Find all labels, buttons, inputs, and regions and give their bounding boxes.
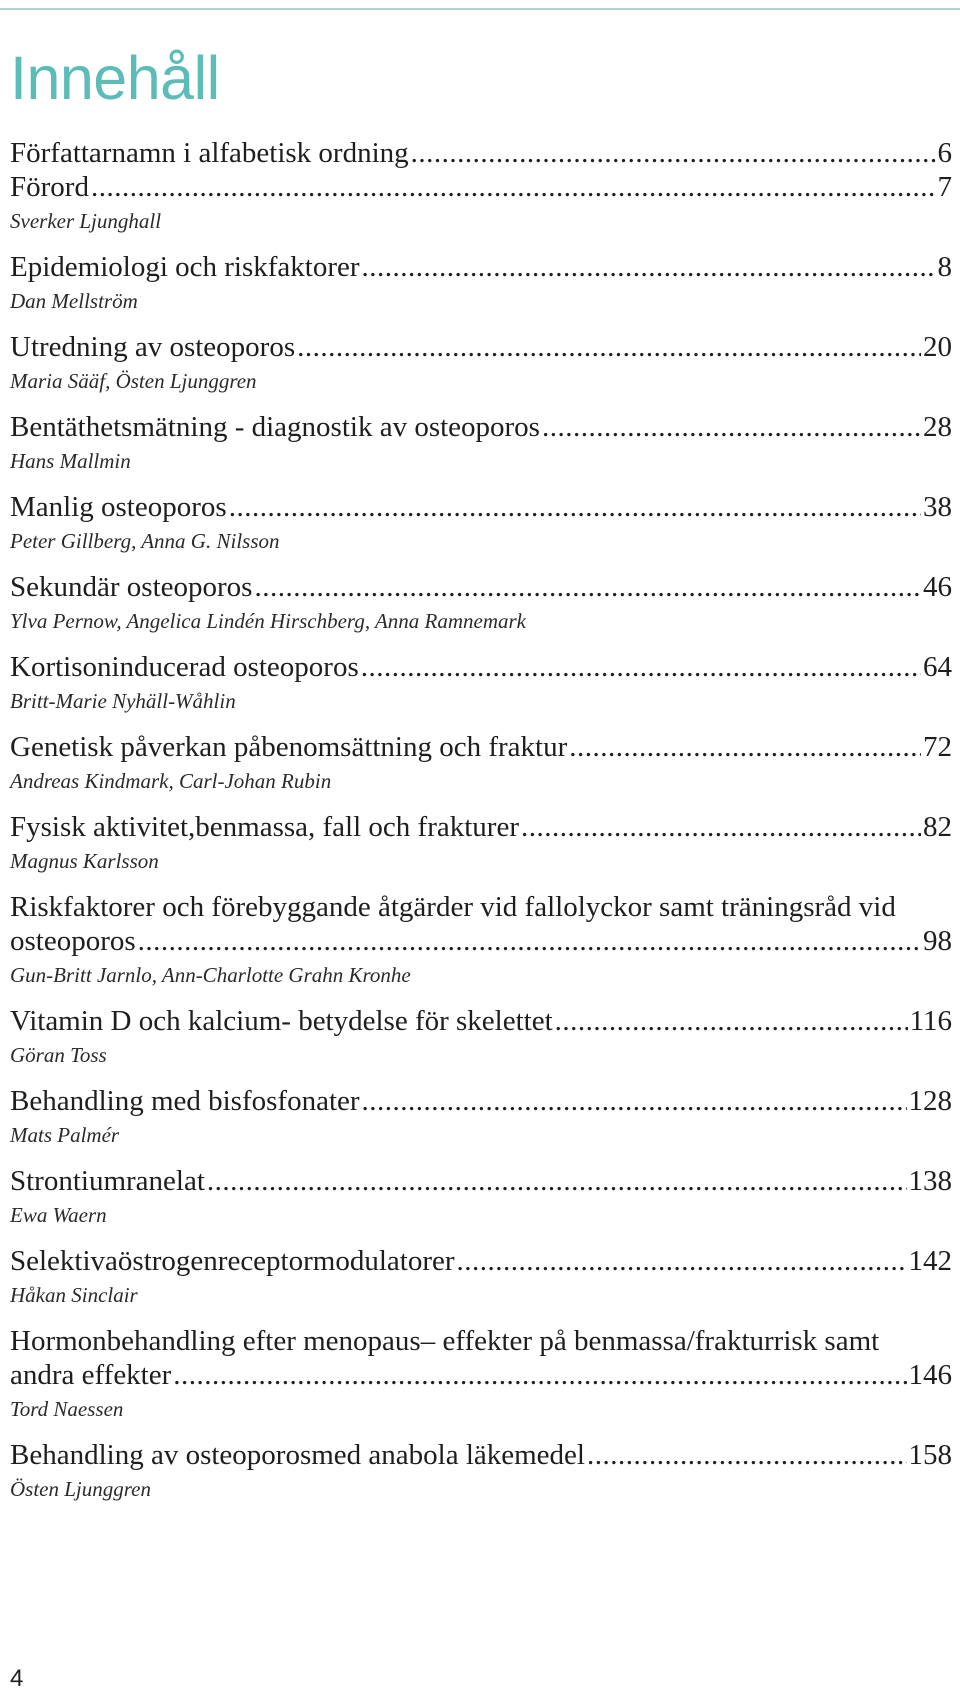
- toc-title: Författarnamn i alfabetisk ordning: [10, 137, 409, 169]
- toc-leader-dots: [362, 1084, 907, 1118]
- toc-leader-dots: [173, 1358, 906, 1392]
- toc-title: Manlig osteoporos: [10, 491, 227, 523]
- toc-title: osteoporos: [10, 925, 136, 957]
- toc-entry[interactable]: [10, 1004, 952, 1068]
- toc-title: Sekundär osteoporos: [10, 571, 253, 603]
- toc-page-number: 7: [937, 171, 952, 203]
- toc-title: Vitamin D och kalcium- betydelse för skelettet: [10, 1005, 553, 1037]
- toc-title: Bentäthetsmätning - diagnostik av osteoporos: [10, 411, 540, 443]
- toc-title: Behandling med bisfosfonater: [10, 1085, 360, 1117]
- toc-page-number: 64: [923, 651, 952, 683]
- toc-author: Sverker Ljunghall: [10, 209, 162, 233]
- toc-author: Göran Toss: [10, 1043, 107, 1067]
- toc-author: Maria Sääf, Östen Ljunggren: [10, 369, 257, 393]
- toc-author: Andreas Kindmark, Carl-Johan Rubin: [10, 769, 332, 793]
- page-number: 4: [10, 1665, 24, 1692]
- toc-author: Magnus Karlsson: [10, 849, 159, 873]
- toc-author: Britt-Marie Nyhäll-Wåhlin: [10, 689, 236, 713]
- toc-line: [10, 1084, 952, 1118]
- toc-page-number: 146: [908, 1359, 952, 1391]
- toc-line: [10, 924, 952, 958]
- toc-entry[interactable]: [10, 570, 952, 634]
- toc-title: Selektivaöstrogenreceptormodulatorer: [10, 1245, 455, 1277]
- toc-leader-dots: [229, 490, 921, 524]
- toc-page-number: 72: [923, 731, 952, 763]
- toc-line: [10, 1004, 952, 1038]
- toc-leader-dots: [457, 1244, 907, 1278]
- toc-title: Kortisoninducerad osteoporos: [10, 651, 359, 683]
- toc-entry[interactable]: [10, 136, 952, 170]
- toc-leader-dots: [542, 410, 921, 444]
- toc-page-number: 128: [908, 1085, 952, 1117]
- toc-line: [10, 650, 952, 684]
- toc-author: Ylva Pernow, Angelica Lindén Hirschberg, Anna Ramnemark: [10, 609, 526, 633]
- page-title: Innehåll: [10, 44, 220, 112]
- toc-leader-dots: [207, 1164, 907, 1198]
- top-rule: [0, 8, 960, 10]
- toc-leader-dots: [587, 1438, 907, 1472]
- toc-page-number: 38: [923, 491, 952, 523]
- toc-leader-dots: [91, 170, 936, 204]
- toc-author: Ewa Waern: [10, 1203, 107, 1227]
- toc-line: [10, 410, 952, 444]
- toc-line: [10, 1438, 952, 1472]
- toc-leader-dots: [555, 1004, 908, 1038]
- toc-leader-dots: [297, 330, 921, 364]
- toc-entry[interactable]: [10, 250, 952, 314]
- toc-page-number: 138: [908, 1165, 952, 1197]
- toc-entry[interactable]: [10, 1164, 952, 1228]
- toc-entry[interactable]: [10, 730, 952, 794]
- toc-entry[interactable]: [10, 1324, 952, 1422]
- toc-line: [10, 1164, 952, 1198]
- toc-line: [10, 490, 952, 524]
- toc-line: [10, 730, 952, 764]
- toc-leader-dots: [138, 924, 921, 958]
- toc-title: andra effekter: [10, 1359, 172, 1391]
- toc-line: [10, 570, 952, 604]
- toc-author: Tord Naessen: [10, 1397, 124, 1421]
- toc-title: Fysisk aktivitet,benmassa, fall och frakturer: [10, 811, 519, 843]
- toc-title-line1: Riskfaktorer och förebyggande åtgärder vid fallolyckor samt träningsråd vid: [10, 891, 896, 923]
- toc-page-number: 116: [909, 1005, 952, 1037]
- toc-title: Förord: [10, 171, 89, 203]
- toc-page-number: 46: [923, 571, 952, 603]
- toc-entry[interactable]: [10, 1438, 952, 1502]
- toc-page-number: 8: [937, 251, 952, 283]
- toc-entry[interactable]: [10, 410, 952, 474]
- toc-page-number: 142: [908, 1245, 952, 1277]
- toc-entry[interactable]: [10, 810, 952, 874]
- toc-entry[interactable]: [10, 170, 952, 234]
- toc-line: [10, 1358, 952, 1392]
- toc-page-number: 82: [923, 811, 952, 843]
- toc-entry[interactable]: [10, 650, 952, 714]
- table-of-contents: [10, 136, 952, 1518]
- toc-line: [10, 810, 952, 844]
- toc-page-number: 158: [908, 1439, 952, 1471]
- toc-author: Peter Gillberg, Anna G. Nilsson: [10, 529, 280, 553]
- toc-line: [10, 1244, 952, 1278]
- toc-title: Strontiumranelat: [10, 1165, 205, 1197]
- toc-title: Behandling av osteoporosmed anabola läkemedel: [10, 1439, 585, 1471]
- toc-leader-dots: [521, 810, 921, 844]
- toc-entry[interactable]: [10, 1244, 952, 1308]
- toc-author: Håkan Sinclair: [10, 1283, 138, 1307]
- toc-page-number: 98: [923, 925, 952, 957]
- toc-page-number: 28: [923, 411, 952, 443]
- toc-author: Hans Mallmin: [10, 449, 131, 473]
- toc-leader-dots: [411, 136, 936, 170]
- toc-title: Epidemiologi och riskfaktorer: [10, 251, 360, 283]
- toc-page-number: 20: [923, 331, 952, 363]
- toc-leader-dots: [362, 250, 936, 284]
- toc-title: Utredning av osteoporos: [10, 331, 296, 363]
- toc-entry[interactable]: [10, 490, 952, 554]
- toc-leader-dots: [254, 570, 921, 604]
- toc-author: Gun-Britt Jarnlo, Ann-Charlotte Grahn Kronhe: [10, 963, 411, 987]
- toc-line: [10, 136, 952, 170]
- toc-title: Genetisk påverkan påbenomsättning och fraktur: [10, 731, 568, 763]
- toc-leader-dots: [569, 730, 921, 764]
- toc-line: [10, 170, 952, 204]
- toc-author: Mats Palmér: [10, 1123, 120, 1147]
- toc-title-line1: Hormonbehandling efter menopaus– effekter på benmassa/frakturrisk samt: [10, 1325, 880, 1357]
- toc-author: Östen Ljunggren: [10, 1477, 151, 1501]
- toc-entry[interactable]: [10, 1084, 952, 1148]
- toc-line: [10, 250, 952, 284]
- toc-leader-dots: [361, 650, 921, 684]
- toc-entry[interactable]: [10, 890, 952, 988]
- toc-entry[interactable]: [10, 330, 952, 394]
- toc-line: [10, 330, 952, 364]
- toc-page-number: 6: [937, 137, 952, 169]
- toc-author: Dan Mellström: [10, 289, 138, 313]
